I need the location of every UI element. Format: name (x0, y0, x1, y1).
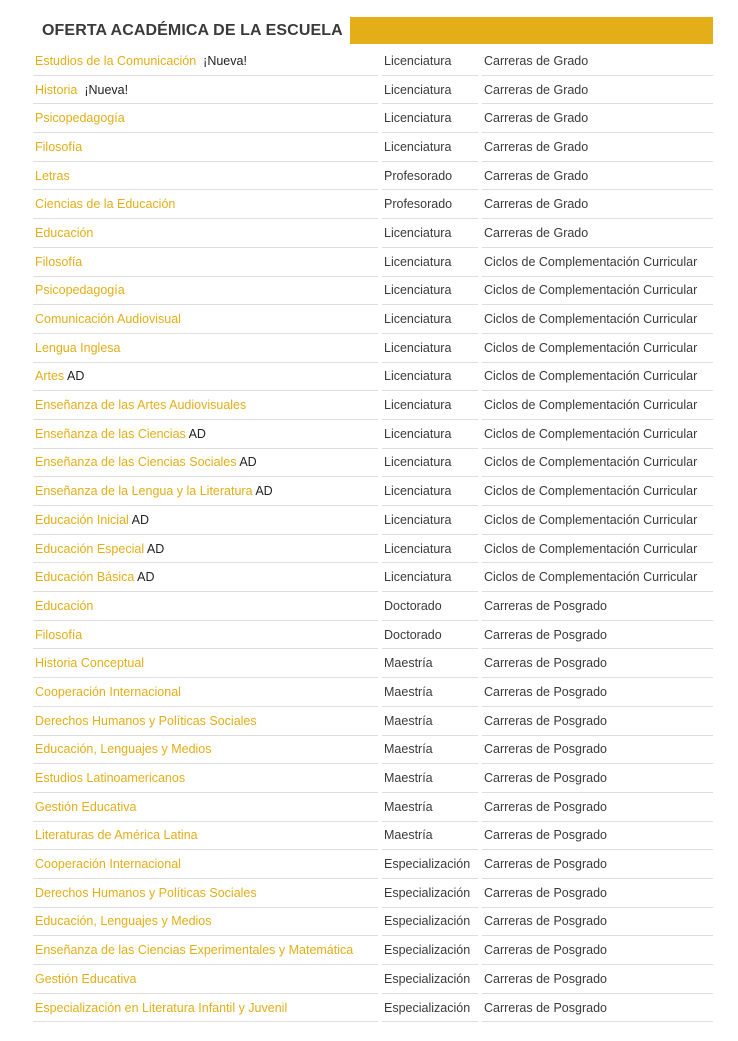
program-link[interactable]: Cooperación Internacional (35, 684, 181, 699)
category-cell: Ciclos de Complementación Curricular (482, 334, 713, 363)
program-cell (33, 47, 378, 76)
program-link[interactable]: Enseñanza de la Lengua y la Literatura (35, 484, 253, 499)
category-cell: Carreras de Posgrado (482, 994, 713, 1023)
category-cell: Carreras de Posgrado (482, 592, 713, 621)
program-cell (33, 305, 378, 334)
program-link[interactable]: Educación (35, 225, 94, 240)
category-cell: Ciclos de Complementación Curricular (482, 563, 713, 592)
degree-cell: Licenciatura (382, 535, 478, 564)
table-row (33, 850, 713, 879)
program-link[interactable]: Gestión Educativa (35, 971, 137, 986)
degree-cell: Licenciatura (382, 477, 478, 506)
program-link[interactable]: Estudios Latinoamericanos (35, 771, 186, 786)
program-cell (33, 104, 378, 133)
program-link[interactable]: Enseñanza de las Ciencias (35, 426, 186, 441)
program-table (33, 47, 713, 1022)
program-cell (33, 879, 378, 908)
degree-cell: Licenciatura (382, 449, 478, 478)
category-cell: Carreras de Posgrado (482, 822, 713, 851)
program-link[interactable]: Gestión Educativa (35, 799, 137, 814)
degree-cell: Licenciatura (382, 506, 478, 535)
program-link[interactable]: Enseñanza de las Ciencias Sociales (35, 455, 237, 470)
section-title: OFERTA ACADÉMICA DE LA ESCUELA (42, 22, 343, 39)
category-cell: Carreras de Grado (482, 133, 713, 162)
category-cell: Ciclos de Complementación Curricular (482, 506, 713, 535)
program-link[interactable]: Educación Básica (35, 570, 135, 585)
degree-cell: Licenciatura (382, 334, 478, 363)
category-cell: Carreras de Posgrado (482, 908, 713, 937)
table-row (33, 391, 713, 420)
program-cell (33, 420, 378, 449)
category-cell: Carreras de Posgrado (482, 936, 713, 965)
program-tag: ¡Nueva! (203, 53, 247, 68)
degree-cell: Licenciatura (382, 363, 478, 392)
degree-cell: Licenciatura (382, 219, 478, 248)
table-row (33, 649, 713, 678)
table-row (33, 449, 713, 478)
degree-cell: Licenciatura (382, 104, 478, 133)
degree-cell: Licenciatura (382, 47, 478, 76)
program-cell (33, 908, 378, 937)
degree-cell: Profesorado (382, 190, 478, 219)
degree-cell: Especialización (382, 965, 478, 994)
program-cell (33, 736, 378, 765)
program-cell (33, 190, 378, 219)
table-row (33, 908, 713, 937)
category-cell: Carreras de Posgrado (482, 678, 713, 707)
program-link[interactable]: Filosofía (35, 627, 83, 642)
program-cell (33, 248, 378, 277)
program-cell (33, 277, 378, 306)
degree-cell: Especialización (382, 908, 478, 937)
program-link[interactable]: Lengua Inglesa (35, 340, 121, 355)
table-row (33, 190, 713, 219)
program-cell (33, 363, 378, 392)
program-cell (33, 477, 378, 506)
category-cell: Ciclos de Complementación Curricular (482, 477, 713, 506)
program-tag: AD (131, 512, 149, 527)
category-cell: Ciclos de Complementación Curricular (482, 449, 713, 478)
table-row (33, 764, 713, 793)
program-link[interactable]: Educación Especial (35, 541, 145, 556)
category-cell: Carreras de Posgrado (482, 879, 713, 908)
program-tag: AD (146, 541, 165, 556)
category-cell: Carreras de Posgrado (482, 764, 713, 793)
table-row (33, 477, 713, 506)
program-link[interactable]: Letras (35, 168, 70, 183)
degree-cell: Maestría (382, 649, 478, 678)
program-cell (33, 133, 378, 162)
table-row (33, 621, 713, 650)
program-tag: AD (137, 570, 155, 585)
table-row (33, 506, 713, 535)
degree-cell: Especialización (382, 936, 478, 965)
category-cell: Carreras de Posgrado (482, 621, 713, 650)
category-cell: Ciclos de Complementación Curricular (482, 535, 713, 564)
program-link[interactable]: Historia (35, 82, 78, 97)
category-cell: Carreras de Posgrado (482, 850, 713, 879)
category-cell: Carreras de Grado (482, 104, 713, 133)
degree-cell: Licenciatura (382, 305, 478, 334)
program-tag: AD (188, 426, 206, 441)
program-link[interactable]: Educación, Lenguajes y Medios (35, 742, 212, 757)
program-cell (33, 649, 378, 678)
category-cell: Carreras de Posgrado (482, 707, 713, 736)
degree-cell: Especialización (382, 850, 478, 879)
program-link[interactable]: Educación, Lenguajes y Medios (35, 914, 212, 929)
program-table-body (33, 47, 713, 1022)
table-row (33, 994, 713, 1023)
program-tag: AD (255, 484, 273, 499)
table-row (33, 248, 713, 277)
category-cell: Ciclos de Complementación Curricular (482, 363, 713, 392)
program-cell (33, 850, 378, 879)
degree-cell: Licenciatura (382, 248, 478, 277)
degree-cell: Maestría (382, 736, 478, 765)
category-cell: Carreras de Posgrado (482, 965, 713, 994)
program-link[interactable]: Educación Inicial (35, 512, 129, 527)
program-link[interactable]: Especialización en Literatura Infantil y Juvenil (35, 1000, 288, 1015)
degree-cell: Doctorado (382, 621, 478, 650)
program-link[interactable]: Enseñanza de las Artes Audiovisuales (35, 398, 247, 413)
table-row (33, 793, 713, 822)
program-tag: ¡Nueva! (84, 82, 129, 97)
degree-cell: Licenciatura (382, 133, 478, 162)
program-cell (33, 965, 378, 994)
table-row (33, 965, 713, 994)
program-link[interactable]: Derechos Humanos y Políticas Sociales (35, 713, 257, 728)
program-cell (33, 592, 378, 621)
program-link[interactable]: Psicopedagogía (35, 111, 125, 126)
table-row (33, 277, 713, 306)
table-row (33, 363, 713, 392)
category-cell: Ciclos de Complementación Curricular (482, 248, 713, 277)
table-row (33, 678, 713, 707)
program-cell (33, 563, 378, 592)
table-row (33, 535, 713, 564)
degree-cell: Maestría (382, 764, 478, 793)
program-cell (33, 334, 378, 363)
table-row (33, 219, 713, 248)
program-link[interactable]: Comunicación Audiovisual (35, 312, 181, 327)
category-cell: Ciclos de Complementación Curricular (482, 277, 713, 306)
degree-cell: Profesorado (382, 162, 478, 191)
program-cell (33, 621, 378, 650)
program-cell (33, 822, 378, 851)
table-row (33, 822, 713, 851)
academic-offer-section (33, 17, 713, 1022)
program-link[interactable]: Historia Conceptual (35, 656, 145, 671)
category-cell: Carreras de Grado (482, 76, 713, 105)
table-row (33, 305, 713, 334)
program-cell (33, 936, 378, 965)
program-link[interactable]: Filosofía (35, 139, 83, 154)
program-cell (33, 764, 378, 793)
header-accent-bar (350, 17, 713, 44)
program-cell (33, 219, 378, 248)
table-row (33, 133, 713, 162)
degree-cell: Licenciatura (382, 563, 478, 592)
category-cell: Carreras de Posgrado (482, 649, 713, 678)
program-link[interactable]: Estudios de la Comunicación (35, 53, 197, 68)
degree-cell: Licenciatura (382, 420, 478, 449)
table-row (33, 736, 713, 765)
program-link[interactable]: Derechos Humanos y Políticas Sociales (35, 885, 257, 900)
table-row (33, 563, 713, 592)
program-link[interactable]: Artes (35, 369, 65, 384)
category-cell: Ciclos de Complementación Curricular (482, 391, 713, 420)
table-row (33, 707, 713, 736)
table-row (33, 104, 713, 133)
program-link[interactable]: Enseñanza de las Ciencias Experimentales y Matemática (35, 943, 354, 958)
table-row (33, 162, 713, 191)
table-row (33, 76, 713, 105)
table-row (33, 936, 713, 965)
program-link[interactable]: Filosofía (35, 254, 83, 269)
program-tag: AD (66, 369, 85, 384)
category-cell: Ciclos de Complementación Curricular (482, 305, 713, 334)
program-link[interactable]: Cooperación Internacional (35, 857, 181, 872)
program-tag: AD (239, 455, 257, 470)
program-link[interactable]: Psicopedagogía (35, 283, 125, 298)
table-row (33, 47, 713, 76)
degree-cell: Licenciatura (382, 391, 478, 420)
category-cell: Carreras de Posgrado (482, 793, 713, 822)
program-cell (33, 793, 378, 822)
table-row (33, 420, 713, 449)
section-header (33, 17, 713, 44)
program-link[interactable]: Ciencias de la Educación (35, 197, 176, 212)
program-cell (33, 535, 378, 564)
program-cell (33, 449, 378, 478)
degree-cell: Maestría (382, 707, 478, 736)
program-link[interactable]: Literaturas de América Latina (35, 828, 198, 843)
program-cell (33, 391, 378, 420)
program-cell (33, 162, 378, 191)
program-cell (33, 707, 378, 736)
table-row (33, 879, 713, 908)
degree-cell: Licenciatura (382, 277, 478, 306)
degree-cell: Maestría (382, 678, 478, 707)
program-link[interactable]: Educación (35, 598, 94, 613)
program-cell (33, 678, 378, 707)
category-cell: Ciclos de Complementación Curricular (482, 420, 713, 449)
category-cell: Carreras de Grado (482, 219, 713, 248)
program-cell (33, 994, 378, 1023)
degree-cell: Licenciatura (382, 76, 478, 105)
program-cell (33, 506, 378, 535)
degree-cell: Doctorado (382, 592, 478, 621)
category-cell: Carreras de Posgrado (482, 736, 713, 765)
table-row (33, 334, 713, 363)
category-cell: Carreras de Grado (482, 162, 713, 191)
degree-cell: Especialización (382, 879, 478, 908)
degree-cell: Maestría (382, 793, 478, 822)
category-cell: Carreras de Grado (482, 190, 713, 219)
degree-cell: Maestría (382, 822, 478, 851)
program-cell (33, 76, 378, 105)
table-row (33, 592, 713, 621)
degree-cell: Especialización (382, 994, 478, 1023)
category-cell: Carreras de Grado (482, 47, 713, 76)
